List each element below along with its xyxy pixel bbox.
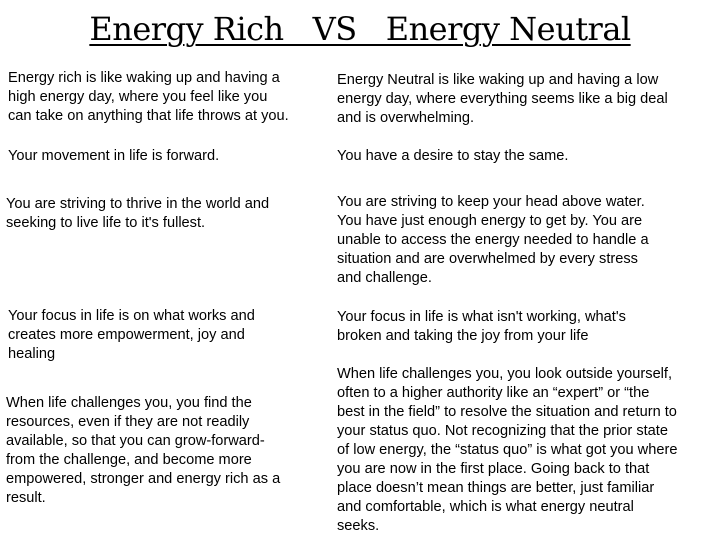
energy-neutral-desire: You have a desire to stay the same. — [337, 148, 569, 164]
energy-rich-challenges: When life challenges you, you find the resources, even if they are not readily available, so that you can grow-forward- from the challenge, and become more empowered, stronger and energy rich as a result. — [6, 395, 281, 506]
energy-rich-focus: Your focus in life is on what works and creates more empowerment, joy and healing — [8, 308, 255, 362]
energy-rich-movement: Your movement in life is forward. — [8, 148, 220, 164]
energy-neutral-challenges: When life challenges you, you look outside yourself, often to a higher authority like an “expert” or “the best in the field” to resolve the situation and return to your status quo. Not recognizing that the prior state of low energy, the “status quo” is what got you where you are now in the first place. Going back to that place doesn’t mean things are better, just familiar and comfortable, which is what energy neutral seeks. — [337, 366, 678, 534]
energy-neutral-definition: Energy Neutral is like waking up and having a low energy day, where everything seems like a big deal and is overwhelming. — [337, 72, 668, 126]
slide-title: Energy Rich VS Energy Neutral — [89, 10, 631, 48]
energy-rich-striving: You are striving to thrive in the world and seeking to live life to it's fullest. — [6, 196, 270, 231]
energy-neutral-striving: You are striving to keep your head above water. You have just enough energy to get by. You are unable to access the energy needed to handle a situation and are overwhelmed by every stress and challenge. — [337, 194, 649, 286]
energy-neutral-focus: Your focus in life is what isn't working, what's broken and taking the joy from your life — [337, 309, 626, 344]
energy-rich-definition: Energy rich is like waking up and having a high energy day, where you feel like you can take on anything that life throws at you. — [8, 70, 289, 124]
